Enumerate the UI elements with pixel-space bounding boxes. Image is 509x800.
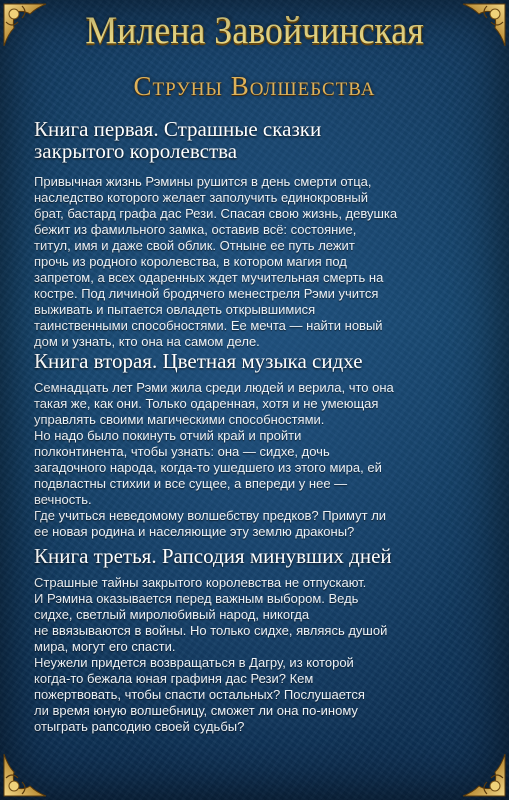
corner-ornament-bottom-right: [461, 752, 507, 798]
book-two-description: [34, 380, 479, 540]
text-line: И Рэмина оказывается перед важным выбором. Ведь: [34, 591, 359, 606]
text-line: когда-то бежала юная графиня дас Рези? Кем: [34, 671, 314, 686]
author-name: Милена Завойчинская: [85, 9, 424, 52]
text-line: Где учиться неведомому волшебству предков? Примут ли: [34, 508, 387, 523]
text-line: вечность.: [34, 492, 92, 507]
book-one-section: [34, 118, 479, 350]
corner-ornament-bottom-left: [2, 752, 48, 798]
book-one-title-line: закрытого королевства: [34, 139, 238, 163]
text-line: загадочного народа, когда-то ушедшего из этого мира, ей: [34, 460, 382, 475]
text-line: полконтинента, чтобы узнать: она — сидхе, дочь: [34, 444, 330, 459]
book-one-title: [34, 118, 479, 162]
text-line: такая же, как они. Только одаренная, хотя и не умеющая: [34, 396, 379, 411]
text-line: выживать и пытается овладеть открывшимися: [34, 302, 316, 317]
book-two-section: [34, 350, 479, 540]
text-line: брат, бастард графа дас Рези. Спасая свою жизнь, девушка: [34, 206, 398, 221]
text-line: дом и узнать, кто она на самом деле.: [34, 334, 260, 349]
text-line: пожертвовать, чтобы спасти остальных? Послушается: [34, 687, 365, 702]
text-line: костре. Под личиной бродячего менестреля Рэми учится: [34, 286, 379, 301]
text-line: титул, имя и даже свой облик. Отныне ее путь лежит: [34, 238, 355, 253]
book-one-title-line: Книга первая. Страшные сказки: [34, 117, 322, 141]
book-three-description: [34, 575, 479, 735]
text-line: не ввязываются в войны. Но только сидхе, являясь душой: [34, 623, 388, 638]
text-line: ее новая родина и населяющие эту землю драконы?: [34, 524, 355, 539]
corner-ornament-top-left: [2, 2, 48, 48]
text-line: подвластны стихии и все сущее, а впереди у нее —: [34, 476, 348, 491]
text-line: мира, могут его спасти.: [34, 639, 176, 654]
text-line: сидхе, светлый миролюбивый народ, никогда: [34, 607, 310, 622]
text-line: Привычная жизнь Рэмины рушится в день смерти отца,: [34, 174, 372, 189]
book-three-title: Книга третья. Рапсодия минувших дней: [34, 544, 392, 568]
text-line: бежит из фамильного замка, оставив всё: состояние,: [34, 222, 357, 237]
book-three-section: [34, 545, 479, 735]
text-line: таинственными способностями. Ее мечта — найти новый: [34, 318, 383, 333]
corner-ornament-top-right: [461, 2, 507, 48]
book-one-description: [34, 174, 479, 350]
text-line: Неужели придется возвращаться в Дагру, из которой: [34, 655, 354, 670]
text-line: управлять своими магическими способностями.: [34, 412, 325, 427]
text-line: Но надо было покинуть отчий край и пройти: [34, 428, 302, 443]
text-line: запретом, а всех одаренных ждет мучительная смерть на: [34, 270, 384, 285]
text-line: наследство которого желает заполучить единокровный: [34, 190, 369, 205]
text-line: ли время юную волшебницу, сможет ли она по-иному: [34, 703, 358, 718]
text-line: прочь из родного королевства, в котором магия под: [34, 254, 347, 269]
text-line: Семнадцать лет Рэми жила среди людей и верила, что она: [34, 380, 394, 395]
text-line: Страшные тайны закрытого королевства не отпускают.: [34, 575, 367, 590]
text-line: отыграть рапсодию своей судьбы?: [34, 719, 245, 734]
series-title: Струны Волшебства: [133, 71, 376, 101]
book-two-title: Книга вторая. Цветная музыка сидхе: [34, 349, 363, 373]
